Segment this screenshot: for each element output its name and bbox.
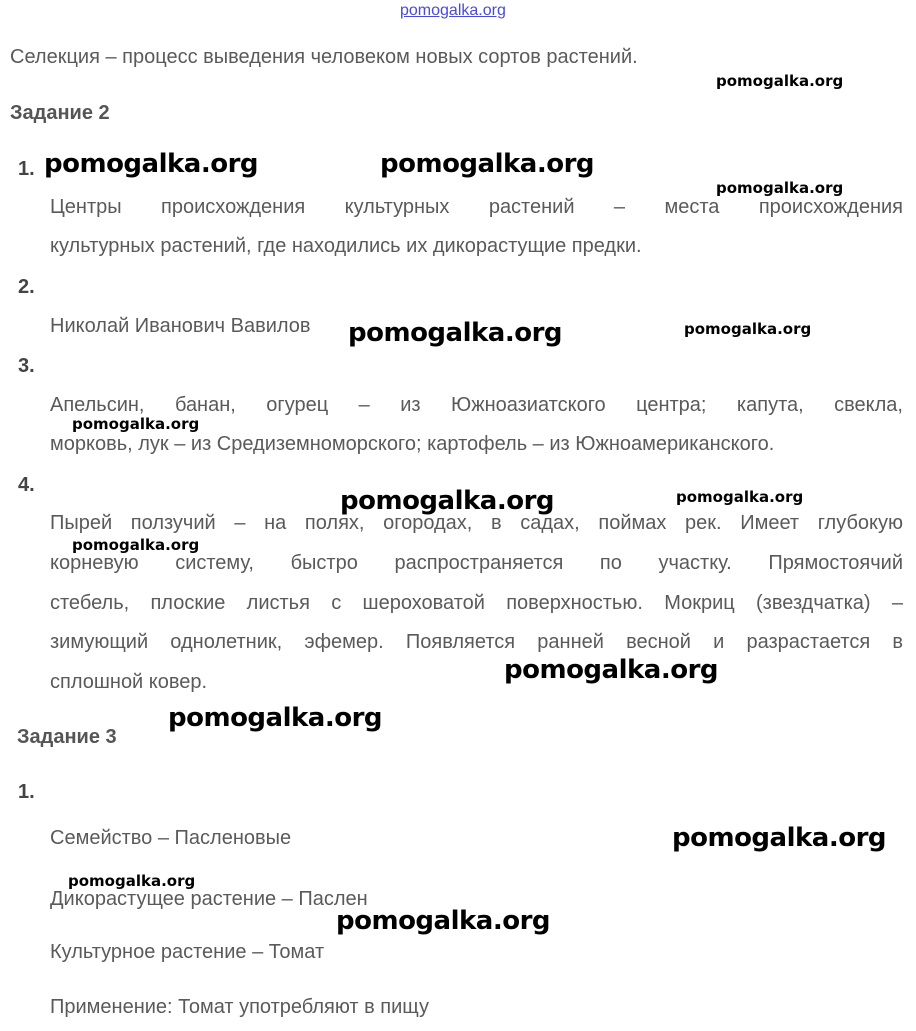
intro-text: Селекция – процесс выведения человеком новых сортов растений.	[10, 46, 638, 68]
watermark: pomogalka.org	[684, 320, 812, 338]
task2-item1-line2: культурных растений, где находились их дикорастущие предки.	[50, 235, 642, 257]
watermark: pomogalka.org	[44, 149, 259, 179]
task3-heading: Задание 3	[17, 726, 117, 748]
task2-item4-line1: Пырей ползучий – на полях, огородах, в садах, поймах рек. Имеет глубокую	[50, 512, 903, 534]
task2-item4-line3: стебель, плоские листья с шероховатой поверхностью. Мокриц (звездчатка) –	[50, 592, 903, 614]
watermark: pomogalka.org	[340, 486, 555, 516]
task2-item4-line5: сплошной ковер.	[50, 671, 208, 693]
watermark: pomogalka.org	[72, 536, 200, 554]
watermark: pomogalka.org	[676, 488, 804, 506]
task2-item1-line1: Центры происхождения культурных растений – места происхождения	[50, 196, 903, 218]
watermark: pomogalka.org	[68, 872, 196, 890]
task2-item2-number: 2.	[18, 276, 35, 298]
task2-item4-line4: зимующий однолетник, эфемер. Появляется ранней весной и разрастается в	[50, 631, 903, 653]
task3-cultivated-plant-line: Культурное растение – Томат	[50, 941, 325, 963]
task2-item3-line1: Апельсин, банан, огурец – из Южноазиатского центра; капута, свекла,	[50, 394, 903, 416]
task2-item1-number: 1.	[18, 158, 35, 180]
watermark: pomogalka.org	[72, 415, 200, 433]
watermark: pomogalka.org	[672, 823, 887, 853]
task2-heading: Задание 2	[10, 102, 110, 124]
task3-usage-line: Применение: Томат употребляют в пищу	[50, 996, 429, 1018]
task2-item4-number: 4.	[18, 474, 35, 496]
task3-item1-number: 1.	[18, 781, 35, 803]
watermark: pomogalka.org	[504, 655, 719, 685]
task2-item4-line2: корневую систему, быстро распространяется по участку. Прямостоячий	[50, 552, 903, 574]
task3-wild-plant-line: Дикорастущее растение – Паслен	[50, 888, 368, 910]
task3-family-line: Семейство – Пасленовые	[50, 827, 292, 849]
watermark: pomogalka.org	[716, 72, 844, 90]
site-link[interactable]: pomogalka.org	[400, 2, 506, 19]
watermark: pomogalka.org	[168, 703, 383, 733]
watermark: pomogalka.org	[716, 179, 844, 197]
watermark: pomogalka.org	[380, 149, 595, 179]
watermark: pomogalka.org	[348, 318, 563, 348]
task2-item2-line1: Николай Иванович Вавилов	[50, 315, 311, 337]
task2-item3-number: 3.	[18, 355, 35, 377]
watermark: pomogalka.org	[336, 906, 551, 936]
task2-item3-line2: морковь, лук – из Средиземноморского; картофель – из Южноамериканского.	[50, 433, 775, 455]
